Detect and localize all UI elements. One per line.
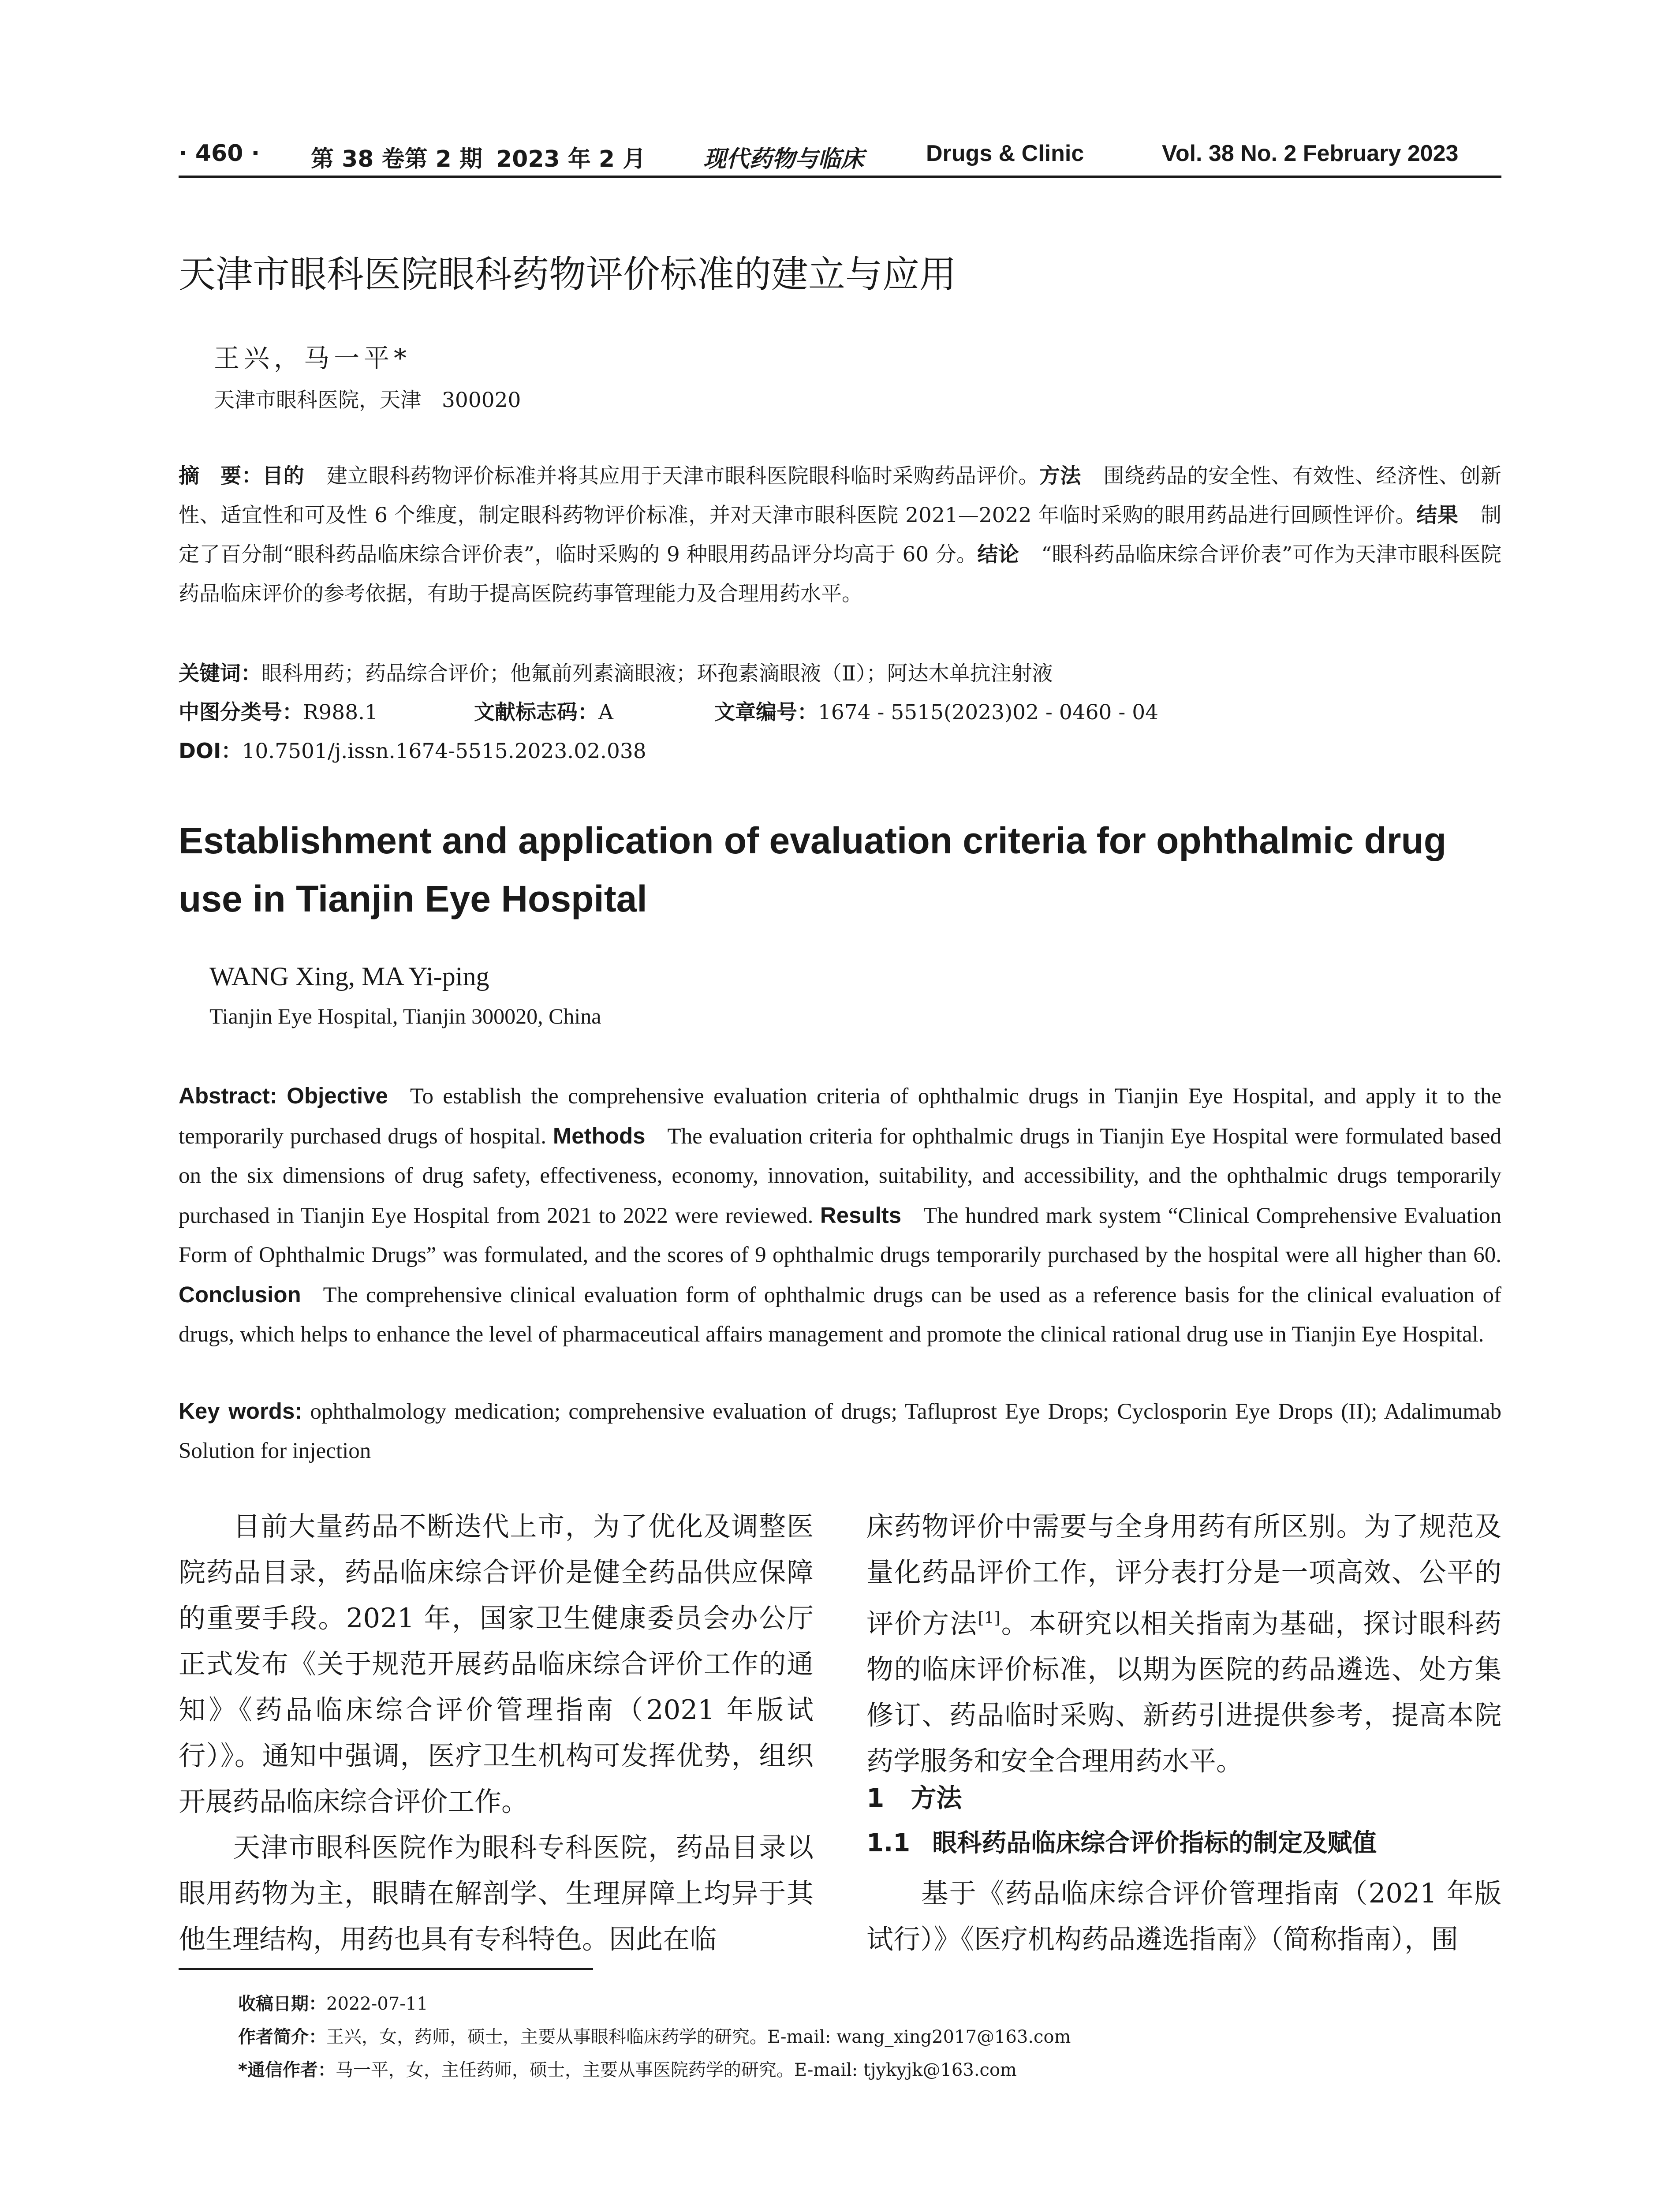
doccode-label: 文献标志码： (474, 700, 598, 725)
results-en: The hundred mark system “Clinical Comprehensive Evaluation Form of Ophthalmic Drugs” was formulated, and the scores of 9 ophthalmic drugs temporarily purchased by the hospital were all higher than 60. (179, 1203, 1502, 1267)
received-label: 收稿日期： (238, 1994, 326, 2014)
body-left-p1-text: 目前大量药品不断迭代上市，为了优化及调整医院药品目录，药品临床综合评价是健全药品供应保障的重要手段。2021 年，国家卫生健康委员会办公厅正式发布《关于规范开展药品临床综合评价工作的通知》《药品临床综合评价管理指南（2021 年版试行）》。通知中强调，医疗卫生机构可发挥优势，组织开展药品临床综合评价工作。 (179, 1511, 814, 1817)
document-code (474, 696, 613, 725)
abstract-en (179, 1076, 1501, 1354)
doi-value: 10.7501/j.issn.1674-5515.2023.02.038 (242, 739, 646, 763)
section-1-title: 方法 (911, 1783, 962, 1813)
clc-label: 中图分类号： (179, 700, 303, 725)
section-1-1-title: 眼科药品临床综合评价指标的制定及赋值 (932, 1829, 1377, 1857)
body-right-p1-text-b: 。本研究以相关指南为基础，探讨眼科药物的临床评价标准，以期为医院的药品遴选、处方集修订、药品临时采购、新药引进提供参考，提高本院药学服务和安全合理用药水平。 (866, 1608, 1501, 1777)
running-header (179, 140, 1501, 176)
body-left-paragraph-2 (179, 1825, 814, 1962)
conclusion-en: The comprehensive clinical evaluation form of ophthalmic drugs can be used as a reference basis for the clinical evaluation of drugs, which helps to enhance the level of pharmaceutical affairs management and promote the clinical rational drug use in Tianjin Eye Hospital. (179, 1283, 1501, 1347)
corresponding-author: 马一平，女，主任药师，硕士，主要从事医院药学的研究。E-mail: tjykyjk@163.com (335, 2060, 1017, 2080)
body-left-paragraph-1 (179, 1504, 814, 1825)
keywords-cn-text: 眼科用药；药品综合评价；他氟前列素滴眼液；环孢素滴眼液（Ⅱ）；阿达木单抗注射液 (261, 662, 1053, 686)
doccode-value: A (598, 700, 613, 725)
methods-en-label: Methods (553, 1123, 646, 1148)
abstract-cn-label: 摘 要： (179, 464, 263, 488)
body-right-p1-text-a: 床药物评价中需要与全身用药有所区别。为了规范及量化药品评价工作，评分表打分是一项高效、公平的评价方法 (866, 1511, 1501, 1640)
body-left-p2-text: 天津市眼科医院作为眼科专科医院，药品目录以眼用药物为主，眼睛在解剖学、生理屏障上均异于其他生理结构，用药也具有专科特色。因此在临 (179, 1832, 814, 1955)
affiliation-en: Tianjin Eye Hospital, Tianjin 300020, China (209, 1004, 601, 1028)
citation-ref: [1] (978, 1609, 1001, 1627)
doi (179, 735, 646, 764)
section-1-1-number: 1.1 (866, 1829, 911, 1857)
results-en-label: Results (820, 1203, 902, 1228)
conclusion-cn-label: 结论 (977, 542, 1019, 567)
keywords-cn (179, 657, 1053, 687)
objective-cn: 建立眼科药物评价标准并将其应用于天津市眼科医院眼科临时采购药品评价。 (326, 464, 1039, 488)
article-value: 1674 - 5515(2023)02 - 0460 - 04 (818, 700, 1159, 725)
keywords-cn-label: 关键词： (179, 662, 261, 686)
clc-number (179, 696, 378, 725)
journal-name-en: Drugs & Clinic (926, 141, 1084, 166)
doi-label: DOI： (179, 739, 242, 763)
methods-cn: 围绕药品的安全性、有效性、经济性、创新性、适宜性和可及性 6 个维度，制定眼科药物评价标准，并对天津市眼科医院 2021—2022 年临时采购的眼用药品进行回顾性评价。 (179, 464, 1502, 527)
footnote-received (238, 1990, 428, 2015)
corresponding-label: *通信作者： (238, 2060, 336, 2080)
article-label: 文章编号： (714, 700, 818, 725)
authors-cn: 王兴，马一平* (214, 343, 411, 373)
abstract-cn (179, 456, 1501, 613)
author-bio: 王兴，女，药师，硕士，主要从事眼科临床药学的研究。E-mail: wang_xing2017@163.com (326, 2027, 1071, 2047)
received-date: 2022-07-11 (326, 1994, 428, 2014)
title-en: Establishment and application of evaluation criteria for ophthalmic drug use in Tianjin Eye Hospital (179, 820, 1447, 919)
results-cn-label: 结果 (1416, 503, 1459, 527)
header-rule (179, 176, 1501, 178)
authors-en: WANG Xing, MA Yi-ping (209, 962, 489, 991)
keywords-en (179, 1391, 1501, 1471)
keywords-en-label: Key words: (179, 1398, 302, 1424)
body-right-paragraph-2 (866, 1871, 1501, 1962)
conclusion-en-label: Conclusion (179, 1282, 301, 1307)
body-right-p2-text: 基于《药品临床综合评价管理指南（2021 年版试行）》《医疗机构药品遴选指南》（简称指南），围 (866, 1878, 1501, 1955)
abstract-en-label: Abstract: (179, 1083, 277, 1108)
objective-en: To establish the comprehensive evaluation criteria of ophthalmic drugs in Tianjin Eye Hospital, and apply it to the temporarily purchased drugs of hospital. (179, 1084, 1501, 1149)
footnote-corresponding (238, 2056, 1017, 2081)
affiliation-cn: 天津市眼科医院，天津 300020 (214, 388, 521, 412)
author-bio-label: 作者简介： (238, 2027, 326, 2047)
volume-cn: 第 38 卷第 2 期 (311, 146, 482, 172)
body-right-paragraph-1 (866, 1504, 1501, 1784)
section-1-heading (866, 1777, 962, 1814)
objective-cn-label: 目的 (262, 464, 305, 488)
objective-en-label: Objective (287, 1083, 388, 1108)
title-cn: 天津市眼科医院眼科药物评价标准的建立与应用 (179, 253, 957, 296)
conclusion-cn: “眼科药品临床综合评价表”可作为天津市眼科医院药品临床评价的参考依据，有助于提高医院药事管理能力及合理用药水平。 (179, 542, 1501, 606)
section-1-number: 1 (866, 1783, 885, 1813)
section-1-1-heading (866, 1824, 1377, 1859)
clc-value: R988.1 (303, 700, 378, 725)
footnote-author (238, 2023, 1071, 2048)
footnote-rule (179, 1968, 593, 1970)
results-cn: 制定了百分制“眼科药品临床综合评价表”，临时采购的 9 种眼用药品评分均高于 60 分。 (179, 503, 1501, 567)
methods-cn-label: 方法 (1039, 464, 1081, 488)
journal-name-cn: 现代药物与临床 (703, 146, 864, 172)
article-number (714, 696, 1158, 725)
date-cn: 2023 年 2 月 (496, 146, 646, 172)
volume-en: Vol. 38 No. 2 February 2023 (1162, 141, 1459, 166)
page-number: · 460 · (179, 140, 260, 167)
methods-en: The evaluation criteria for ophthalmic drugs in Tianjin Eye Hospital were formulated based on the six dimensions of drug safety, effectiveness, economy, innovation, suitability, and accessibility, and the ophthalmic drugs temporarily purchased in Tianjin Eye Hospital from 2021 to 2022 were reviewed. (179, 1124, 1501, 1228)
keywords-en-text: ophthalmology medication; comprehensive evaluation of drugs; Tafluprost Eye Drops; Cyclosporin Eye Drops (II); Adalimumab Solution for injection (179, 1399, 1501, 1463)
